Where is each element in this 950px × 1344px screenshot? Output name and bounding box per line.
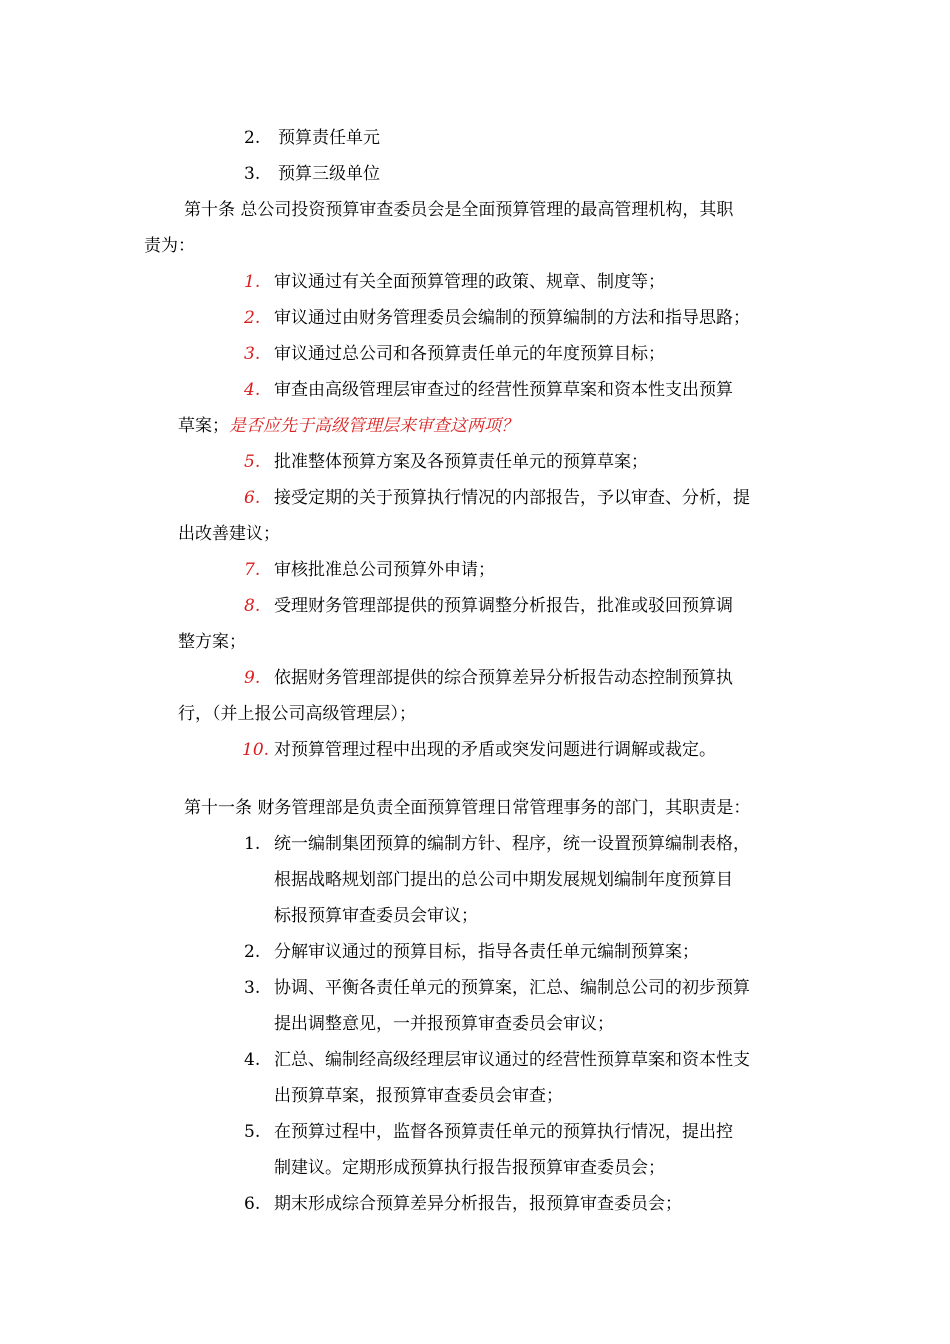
list-item-text-cont: 出改善建议； [178,524,280,544]
list-number: 9. [244,668,261,688]
list-item-text: 对预算管理过程中出现的矛盾或突发问题进行调解或裁定。 [274,740,716,760]
list-number: 5. [244,452,261,472]
list-item-text: 预算三级单位 [278,164,380,184]
list-number: 8. [244,596,261,616]
list-number: 10. [242,740,270,760]
review-comment: 是否应先于高级管理层来审查这两项？ [229,416,518,436]
list-number: 4. [244,380,261,400]
list-number: 5. [244,1122,261,1142]
list-number: 4. [244,1050,261,1070]
list-number: 3. [244,978,261,998]
list-item-text-cont: 根据战略规划部门提出的总公司中期发展规划编制年度预算目 [274,870,733,890]
list-item-text-cont: 行，（并上报公司高级管理层）； [178,704,416,724]
list-item-text: 审核批准总公司预算外申请； [274,560,495,580]
list-item-text: 统一编制集团预算的编制方针、程序，统一设置预算编制表格， [274,834,750,854]
article-10-heading-cont: 责为： [144,236,195,256]
list-number: 2. [244,128,261,148]
list-item-text: 分解审议通过的预算目标，指导各责任单元编制预算案； [274,942,699,962]
list-item-text: 预算责任单元 [278,128,380,148]
list-item-text: 审议通过总公司和各预算责任单元的年度预算目标； [274,344,665,364]
list-item-text: 审议通过有关全面预算管理的政策、规章、制度等； [274,272,665,292]
list-number: 6. [244,1194,261,1214]
list-item-text-cont: 标报预算审查委员会审议； [274,906,478,926]
list-number: 6. [244,488,261,508]
list-item-text: 依据财务管理部提供的综合预算差异分析报告动态控制预算执 [274,668,733,688]
article-11-heading: 第十一条 财务管理部是负责全面预算管理日常管理事务的部门，其职责是： [184,798,751,818]
list-number: 2. [244,942,261,962]
list-item-text: 期末形成综合预算差异分析报告，报预算审查委员会； [274,1194,682,1214]
list-item-text: 接受定期的关于预算执行情况的内部报告，予以审查、分析，提 [274,488,750,508]
list-item-text-cont: 整方案； [178,632,246,652]
list-number: 2. [244,308,261,328]
list-item-text: 受理财务管理部提供的预算调整分析报告，批准或驳回预算调 [274,596,733,616]
list-item-text: 审议通过由财务管理委员会编制的预算编制的方法和指导思路； [274,308,750,328]
list-item-text: 审查由高级管理层审查过的经营性预算草案和资本性支出预算 [274,380,733,400]
article-10-heading: 第十条 总公司投资预算审查委员会是全面预算管理的最高管理机构，其职 [184,200,734,220]
list-item-text-cont: 制建议。定期形成预算执行报告报预算审查委员会； [274,1158,665,1178]
list-item-text-cont: 出预算草案，报预算审查委员会审查； [274,1086,563,1106]
list-number: 1. [244,834,261,854]
list-item-text: 在预算过程中，监督各预算责任单元的预算执行情况，提出控 [274,1122,733,1142]
list-item-text: 汇总、编制经高级经理层审议通过的经营性预算草案和资本性支 [274,1050,750,1070]
list-number: 3. [244,164,261,184]
list-item-text-cont [178,414,518,438]
list-item-text-cont: 提出调整意见，一并报预算审查委员会审议； [274,1014,614,1034]
list-item-text: 批准整体预算方案及各预算责任单元的预算草案； [274,452,648,472]
list-number: 7. [244,560,261,580]
list-number: 3. [244,344,261,364]
list-item-text: 协调、平衡各责任单元的预算案，汇总、编制总公司的初步预算 [274,978,750,998]
list-item-text: 草案； [178,416,229,436]
list-number: 1. [244,272,261,292]
